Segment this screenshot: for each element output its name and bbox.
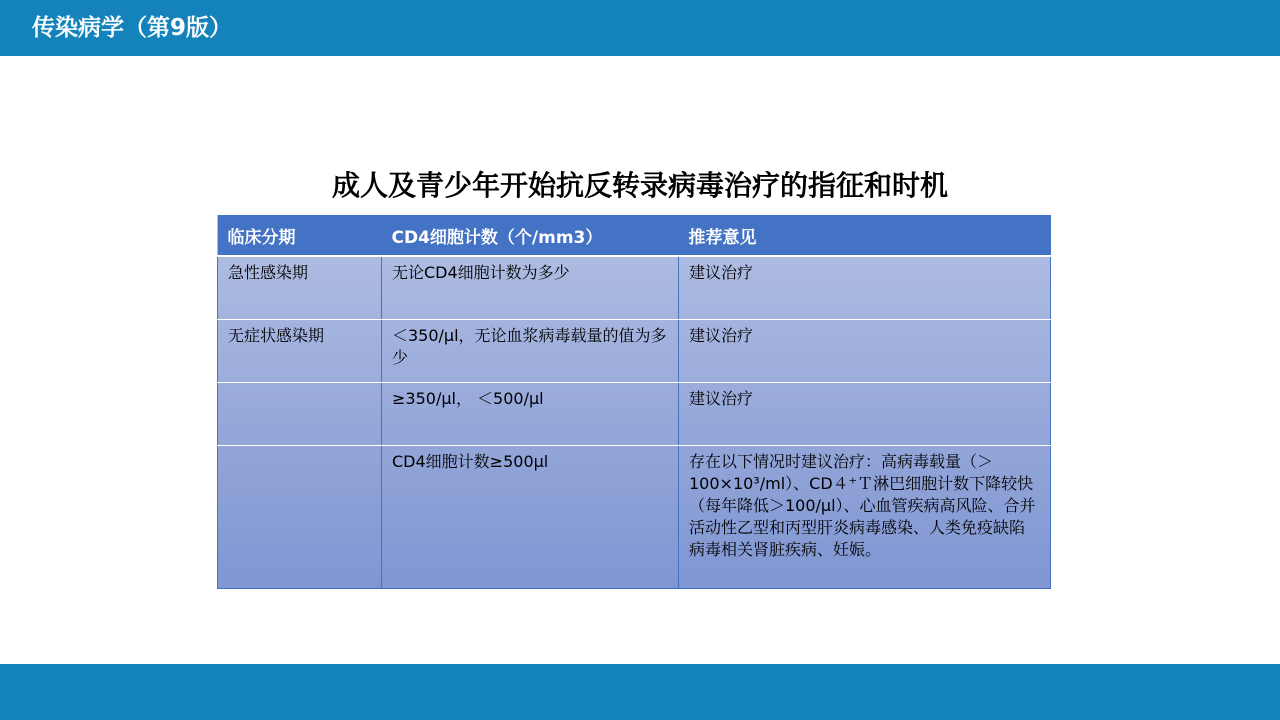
table-cell-cd4: ＜350/μl，无论血浆病毒载量的值为多少: [382, 320, 679, 383]
top-banner: [0, 0, 1280, 56]
book-title: 传染病学（第9版）: [32, 15, 233, 41]
header-clinical-stage: 临床分期: [218, 215, 382, 256]
indication-table-container: [217, 215, 1050, 587]
table-cell-cd4: ≥350/μl， ＜500/μl: [382, 383, 679, 446]
slide-title: 成人及青少年开始抗反转录病毒治疗的指征和时机: [331, 169, 948, 202]
table-row: [218, 256, 1051, 320]
header-recommendation: 推荐意见: [679, 215, 1051, 256]
table-cell-cd4: 无论CD4细胞计数为多少: [382, 256, 679, 320]
bottom-banner: [0, 664, 1280, 720]
table-cell-recommendation: 建议治疗: [679, 383, 1051, 446]
header-cd4-count: CD4细胞计数（个/mm3）: [382, 215, 679, 256]
table-cell-recommendation: 存在以下情况时建议治疗：高病毒载量（＞100×10³/ml）、CD４⁺Ｔ淋巴细胞计数下降较快（每年降低＞100/μl）、心血管疾病高风险、合并活动性乙型和丙型肝炎病毒感染、人类免疫缺陷病毒相关肾脏疾病、妊娠。: [679, 446, 1051, 589]
table-cell-recommendation: 建议治疗: [679, 320, 1051, 383]
table-row: [218, 446, 1051, 589]
table-cell-stage: [218, 383, 382, 446]
indication-table: [217, 215, 1051, 589]
table-row: [218, 383, 1051, 446]
table-cell-cd4: CD4细胞计数≥500μl: [382, 446, 679, 589]
table-cell-stage: 急性感染期: [218, 256, 382, 320]
table-cell-stage: [218, 446, 382, 589]
table-row: [218, 320, 1051, 383]
table-header-row: [218, 215, 1051, 256]
table-cell-recommendation: 建议治疗: [679, 256, 1051, 320]
table-cell-stage: 无症状感染期: [218, 320, 382, 383]
